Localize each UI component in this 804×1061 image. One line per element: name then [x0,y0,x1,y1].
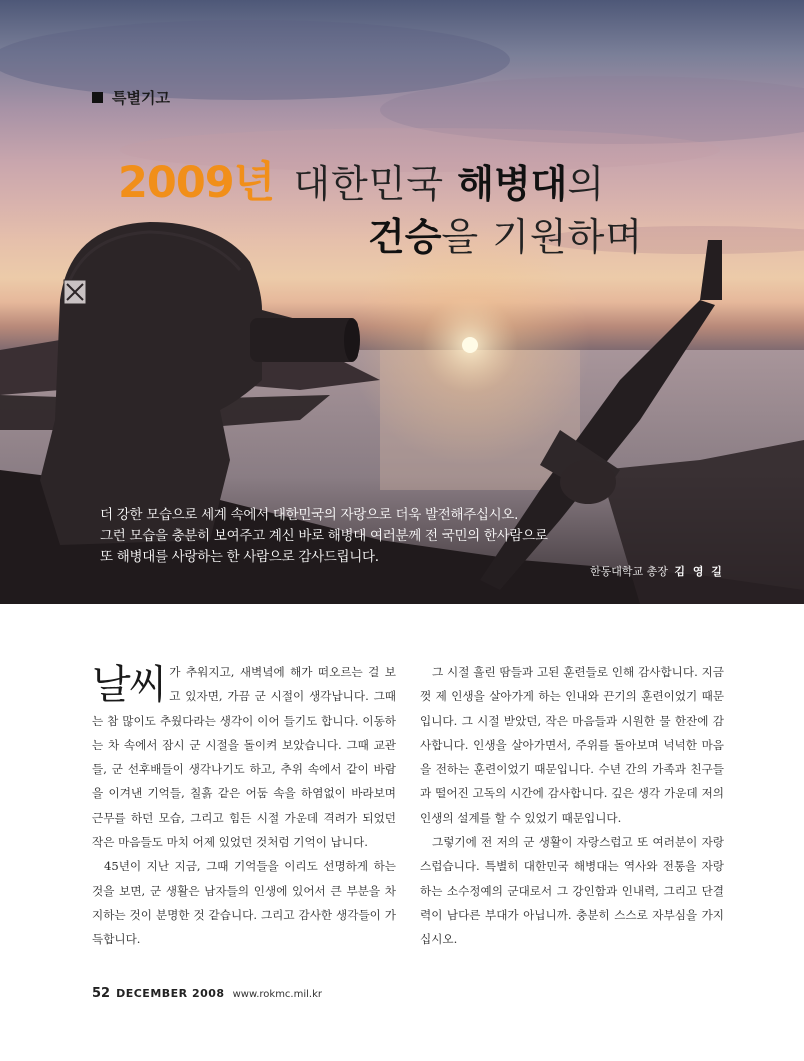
article-title-line2 [368,215,644,259]
article-title-line1 [118,158,606,208]
section-label: 특별기고 [112,89,170,107]
website-link[interactable]: www.rokmc.mil.kr [232,989,322,1000]
paragraph: 45년이 지난 지금, 그때 기억들을 이리도 선명하게 하는 것을 보면, 군 생활은 남자들의 인생에 있어서 큰 부분을 차지하는 것이 분명한 것 같습니다. 그리고 감사한 생각들이 가득합니다. [92,859,396,947]
pull-quote [100,505,548,568]
drop-cap: 날씨 [92,662,166,708]
page-number: 52 [92,986,111,1001]
title-part5: 을 기원하며 [441,215,644,259]
paragraph: 그렇기에 전 저의 군 생활이 자랑스럽고 또 여러분이 자랑스럽습니다. 특별히 대한민국 해병대는 역사와 전통을 자랑하는 소수정예의 군대로서 그 강인함과 인내력, 그리고 단결력이 남다른 부대가 아닙니까. 충분히 스스로 자부심을 가지십시오. [420,835,724,947]
paragraph [92,660,396,854]
page-footer [92,986,322,1001]
title-year: 2009년 [118,158,275,208]
author-title: 한동대학교 총장 [590,565,668,578]
sun-icon [462,337,478,353]
quote-line: 더 강한 모습으로 세계 속에서 대한민국의 자랑으로 더욱 발전해주십시오. [100,507,519,523]
issue-month: DECEMBER 2008 [116,987,225,1000]
paragraph-text: 가 추워지고, 새벽녘에 해가 떠오르는 걸 보고 있자면, 가끔 군 시절이 생각납니다. 그때는 참 많이도 추웠다라는 생각이 이어 들기도 합니다. 이동하는 차 속에서 잠시 군 시절을 돌이켜 보았습니다. 그때 교관들, 군 선후배들이 생각나기도 하고, 추위 속에서 같이 바람을 이겨낸 기억들, 칠흙 같은 어둠 속을 하염없이 바라보며 근무를 하던 모습, 그리고 힘든 시절 가운데 격려가 되었던 작은 마음들도 마치 어제 있었던 것처럼 기억이 납니다. [92,665,396,850]
author-name: 김 영 길 [674,565,724,578]
article-column-left [92,660,396,952]
title-part2: 해병대 [457,162,568,206]
title-part1: 대한민국 [293,162,445,206]
title-part4: 건승 [368,215,442,259]
title-part3: 의 [567,162,606,206]
binoculars-icon [250,318,358,362]
quote-line: 그런 모습을 충분히 보여주고 계신 바로 해병대 여러분께 전 국민의 한사람으로 [100,528,548,544]
article-column-right [420,660,724,952]
quote-line: 또 해병대를 사랑하는 한 사람으로 감사드립니다. [100,549,379,565]
author-byline [590,563,724,579]
square-bullet-icon [92,92,103,103]
section-tag [92,87,170,108]
paragraph: 그 시절 흘린 땀들과 고된 훈련들로 인해 감사합니다. 지금껏 제 인생을 살아가게 하는 인내와 끈기의 훈련이었기 때문입니다. 그 시절 받았던, 작은 마음들과 시원한 물 한잔에 감사합니다. 인생을 살아가면서, 주위를 돌아보며 넉넉한 마음을 전하는 훈련이었기 때문입니다. 수년 간의 가족과 친구들과 떨어진 고독의 시간에 감사합니다. 깊은 생각 가운데 저의 인생의 설계를 할 수 있었기 때문입니다. [420,665,724,825]
